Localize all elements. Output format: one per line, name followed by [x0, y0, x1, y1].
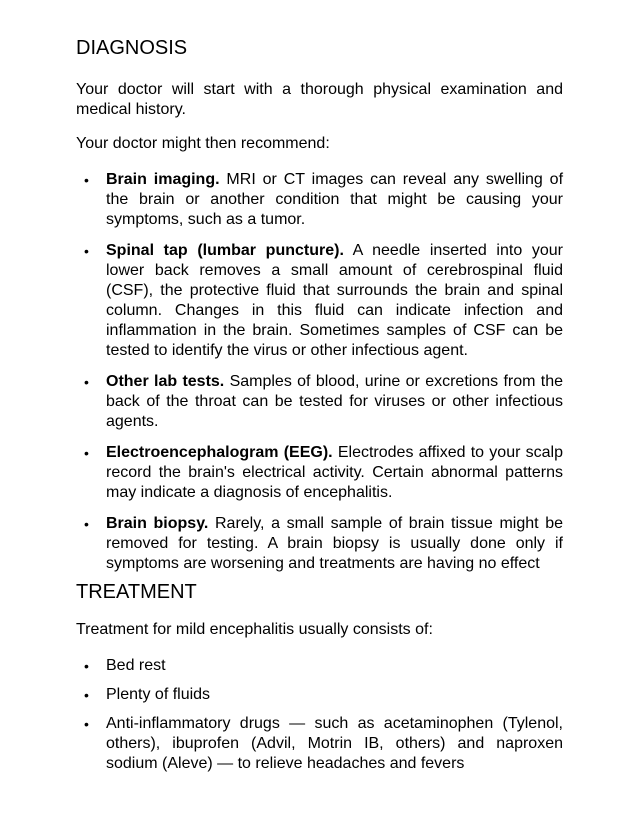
list-item [76, 443, 563, 503]
list-item [76, 170, 563, 230]
bullet-icon: • [84, 172, 89, 188]
diagnosis-list [76, 170, 563, 574]
list-item [76, 514, 563, 574]
bullet-icon: • [84, 658, 89, 674]
diagnosis-lead: Your doctor might then recommend: [76, 135, 330, 152]
bullet-icon: • [84, 374, 89, 390]
list-item [76, 685, 563, 705]
item-text: Rarely, a small sample of brain tissue might be removed for testing. A brain biopsy is usually done only if symptoms are worsening and treatments are having no effect [106, 515, 563, 572]
document-page [76, 34, 563, 774]
list-item [76, 714, 563, 774]
list-item [76, 241, 563, 361]
bullet-icon: • [84, 516, 89, 532]
diagnosis-heading: DIAGNOSIS [76, 37, 188, 59]
item-text: Anti-inflammatory drugs — such as acetaminophen (Tylenol, others), ibuprofen (Advil, Motrin IB, others) and naproxen sodium (Aleve) — to relieve headaches and fevers [106, 715, 563, 772]
item-text: MRI or CT images can reveal any swelling of the brain or another condition that might be causing your symptoms, such as a tumor. [106, 171, 564, 228]
item-text: A needle inserted into your lower back removes a small amount of cerebrospinal fluid (CSF), the protective fluid that surrounds the brain and spinal column. Changes in this fluid can indicate infection and inflammation in the brain. Sometimes samples of CSF can be tested to identify the virus or other infectious agent. [106, 242, 563, 359]
item-term: Other lab tests. [106, 373, 225, 390]
diagnosis-intro: Your doctor will start with a thorough physical examination and medical history. [76, 81, 563, 118]
bullet-icon: • [84, 716, 89, 732]
item-text: Bed rest [106, 657, 166, 674]
item-text: Plenty of fluids [106, 686, 211, 703]
item-term: Brain imaging. [106, 171, 220, 188]
treatment-heading: TREATMENT [76, 581, 197, 603]
list-item [76, 656, 563, 676]
treatment-lead: Treatment for mild encephalitis usually consists of: [76, 621, 433, 638]
bullet-icon: • [84, 445, 89, 461]
item-term: Spinal tap (lumbar puncture). [106, 242, 344, 259]
item-term: Brain biopsy. [106, 515, 209, 532]
bullet-icon: • [84, 243, 89, 259]
bullet-icon: • [84, 687, 89, 703]
item-text: Samples of blood, urine or excretions from the back of the throat can be tested for viruses or other infectious agents. [106, 373, 564, 430]
item-term: Electroencephalogram (EEG). [106, 444, 333, 461]
list-item [76, 372, 563, 432]
treatment-list [76, 656, 563, 774]
item-text: Electrodes affixed to your scalp record the brain's electrical activity. Certain abnormal patterns may indicate a diagnosis of encephalitis. [106, 444, 563, 501]
